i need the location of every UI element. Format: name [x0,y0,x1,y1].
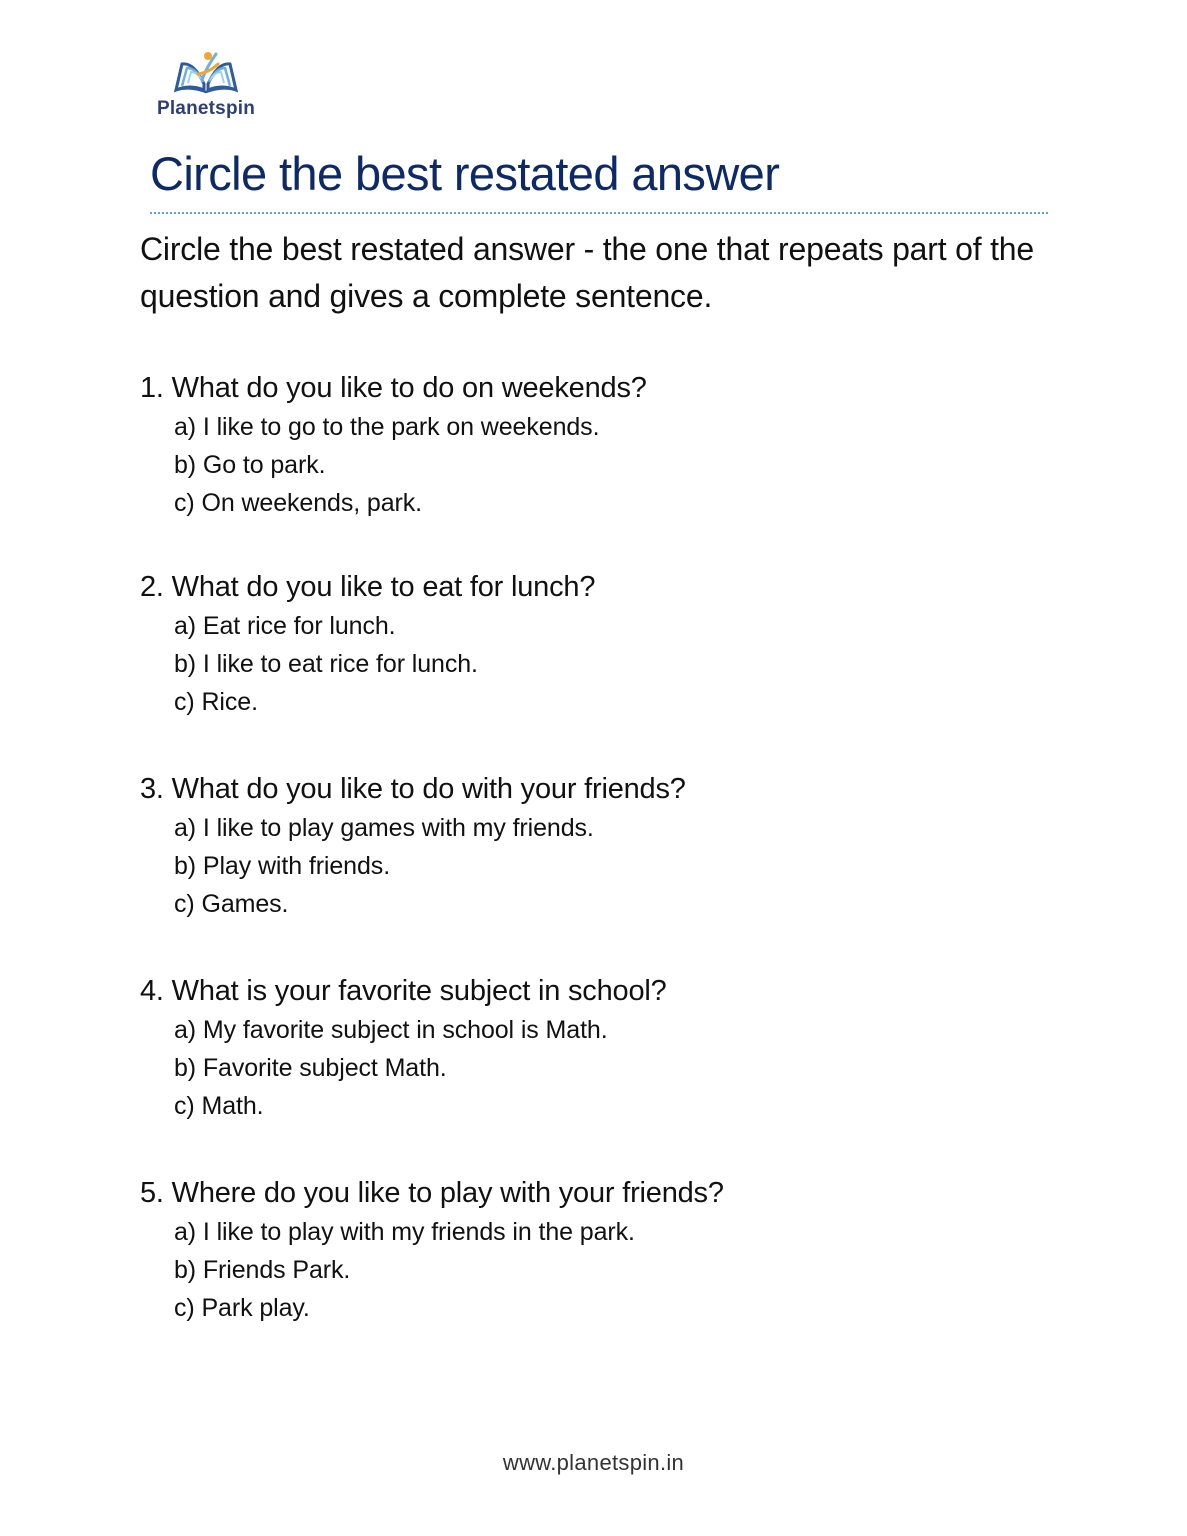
question-1 [140,368,647,522]
answer-option-c[interactable]: c) On weekends, park. [174,489,423,517]
answer-option-b[interactable]: b) I like to eat rice for lunch. [174,650,478,678]
question-text: 5. Where do you like to play with your friends? [140,1177,724,1209]
answer-option-a[interactable]: a) I like to play with my friends in the park. [174,1218,635,1246]
open-book-with-figure-icon [172,50,240,96]
answer-option-c[interactable]: c) Math. [174,1092,264,1120]
answer-option-b[interactable]: b) Play with friends. [174,852,391,880]
question-text: 1. What do you like to do on weekends? [140,372,647,404]
answer-option-b[interactable]: b) Go to park. [174,451,326,479]
answer-option-a[interactable]: a) Eat rice for lunch. [174,612,396,640]
answer-options [140,408,647,522]
question-5 [140,1173,724,1327]
answer-option-a[interactable]: a) I like to play games with my friends. [174,814,594,842]
answer-option-c[interactable]: c) Games. [174,890,289,918]
answer-options [140,1011,667,1125]
answer-options [140,809,686,923]
question-text: 4. What is your favorite subject in school? [140,975,667,1007]
answer-option-a[interactable]: a) I like to go to the park on weekends. [174,413,600,441]
answer-option-b[interactable]: b) Friends Park. [174,1256,351,1284]
title-divider [150,212,1048,214]
brand-name: Planetspin [156,98,256,119]
answer-option-a[interactable]: a) My favorite subject in school is Math. [174,1016,608,1044]
answer-options [140,607,595,721]
page-title: Circle the best restated answer [150,147,780,200]
question-text: 2. What do you like to eat for lunch? [140,571,596,603]
answer-option-b[interactable]: b) Favorite subject Math. [174,1054,447,1082]
brand-logo [150,50,262,126]
question-2 [140,567,595,721]
footer-url[interactable]: www.planetspin.in [502,1450,685,1475]
answer-options [140,1213,724,1327]
question-3 [140,769,686,923]
question-text: 3. What do you like to do with your friends? [140,773,686,805]
answer-option-c[interactable]: c) Rice. [174,688,258,716]
answer-option-c[interactable]: c) Park play. [174,1294,310,1322]
instructions: Circle the best restated answer - the one that repeats part of the question and gives a complete sentence. [140,231,1034,314]
question-4 [140,971,667,1125]
